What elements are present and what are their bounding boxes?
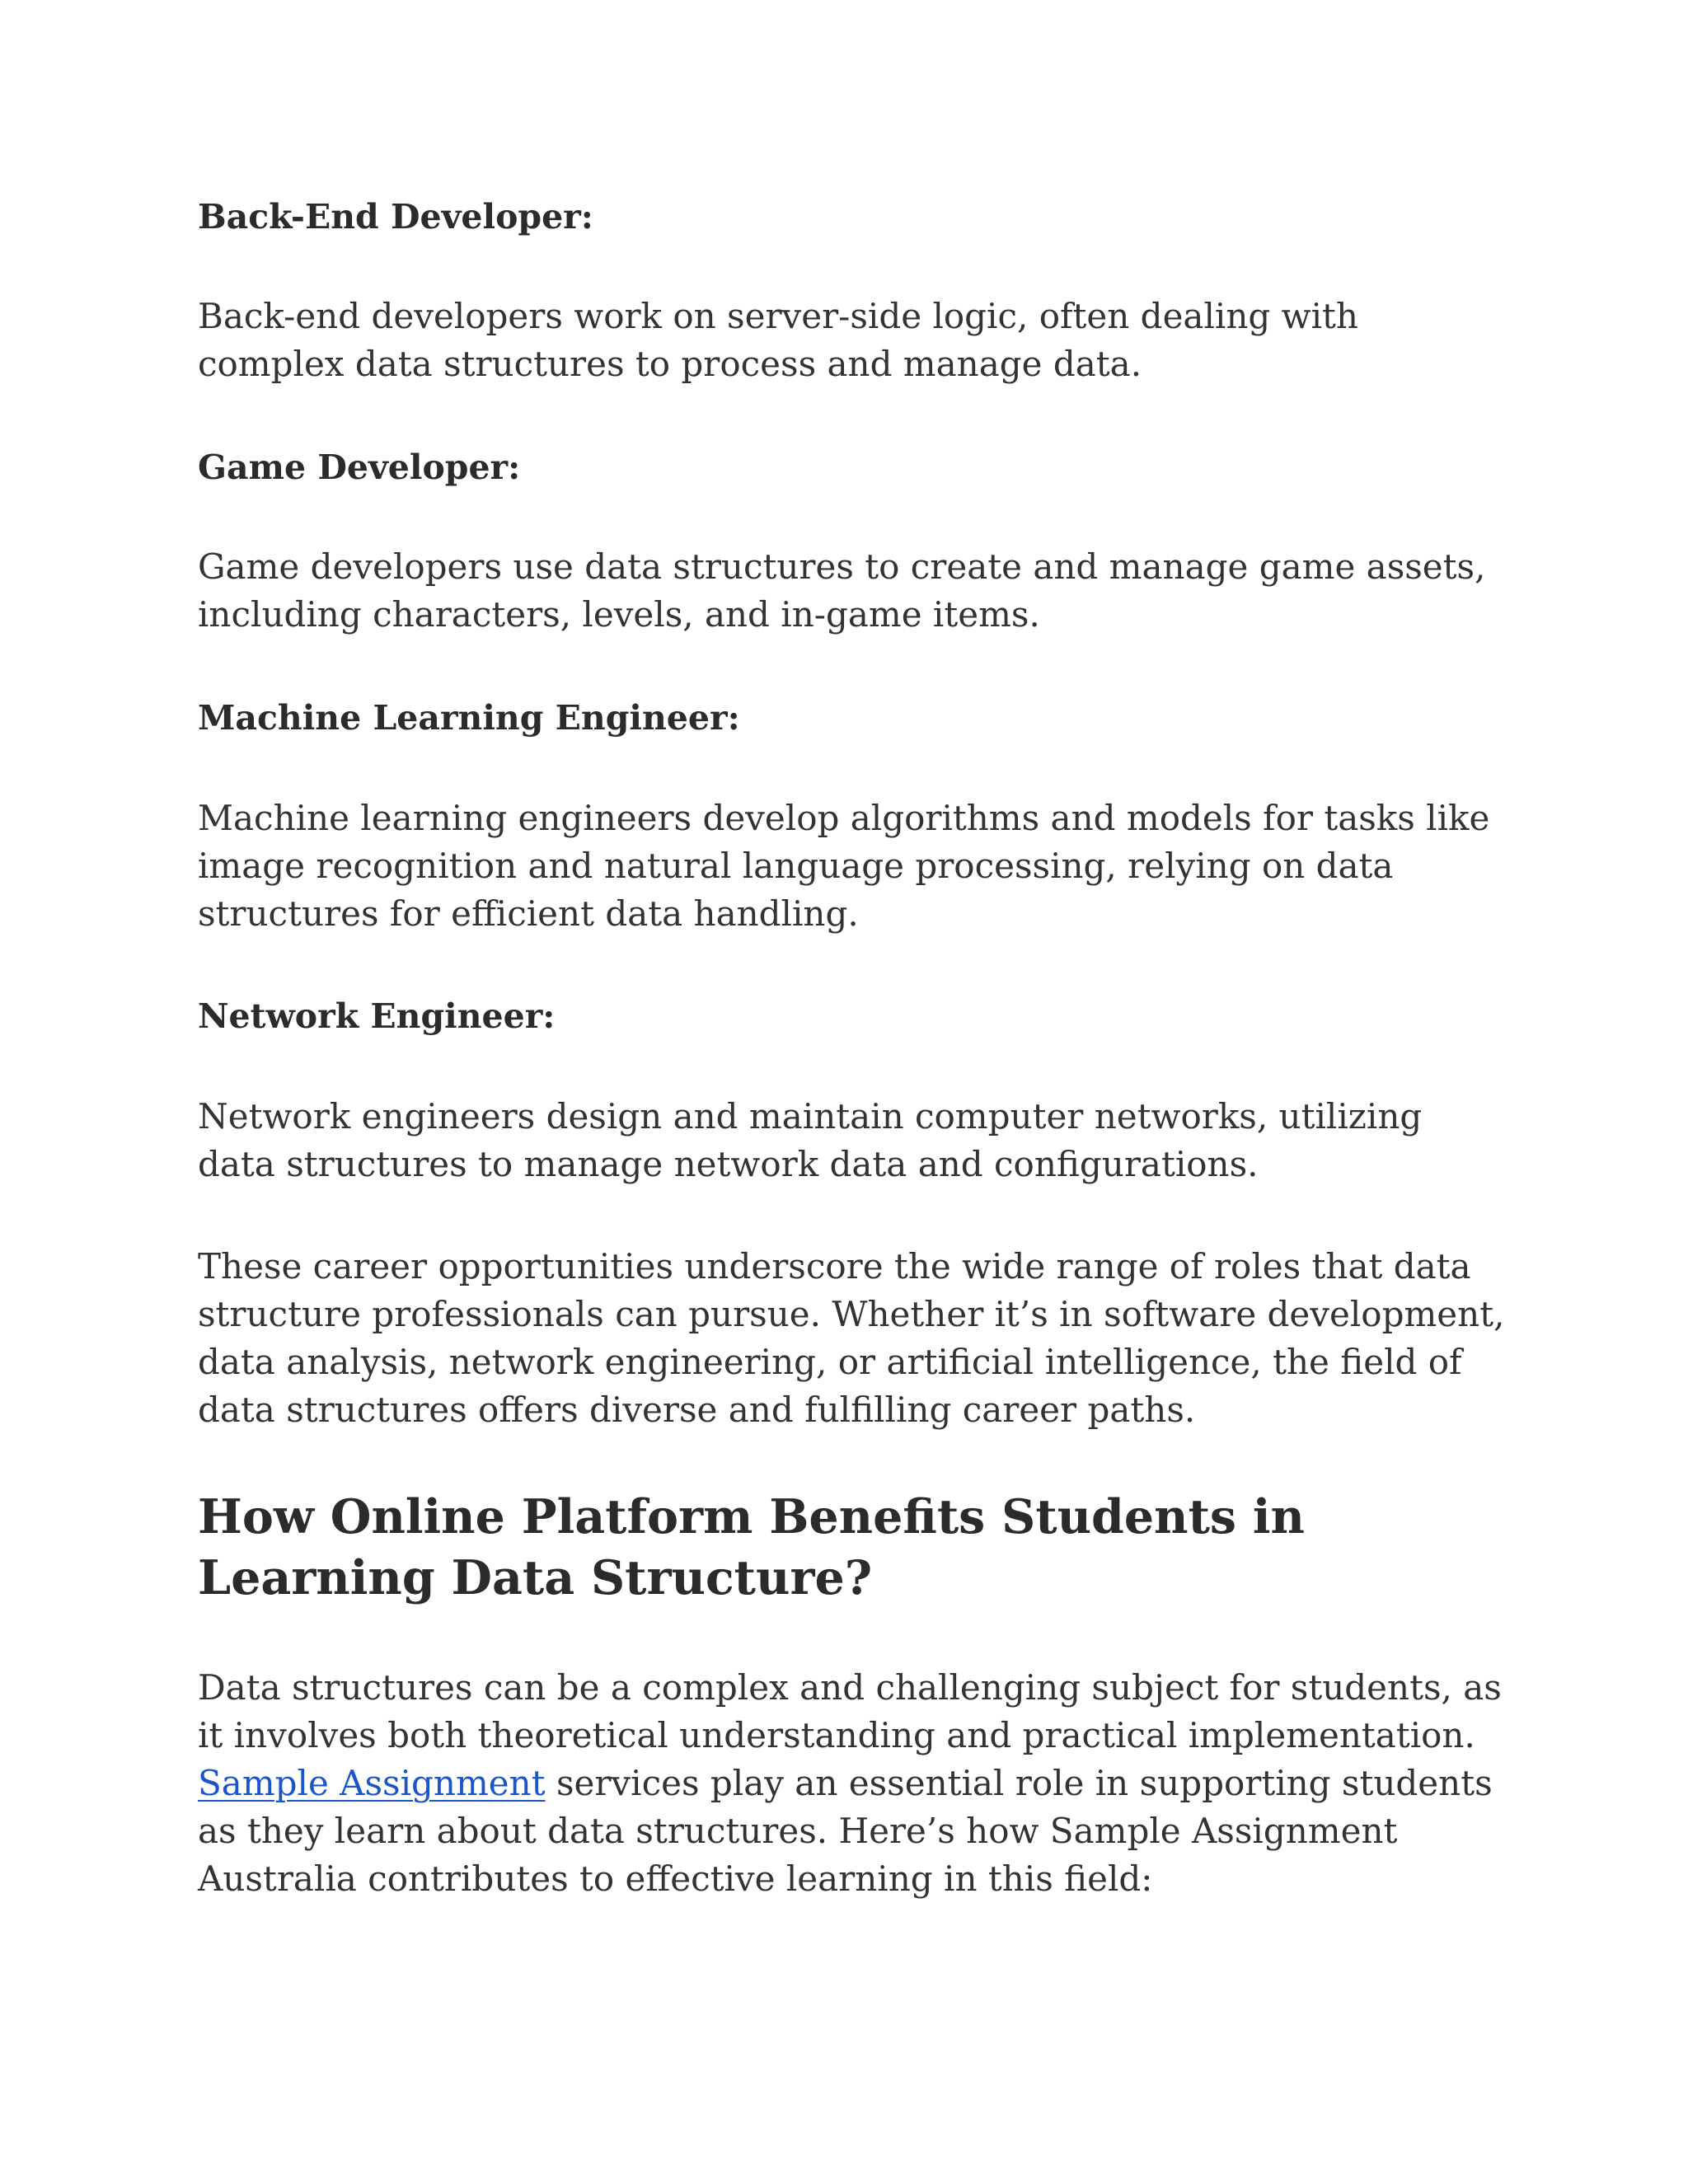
intro-text-after-link: services play an essential role in supporting students as they learn about data structures. Here’s how Sample Assignment Australia contributes to effective learning in this field: xyxy=(198,1763,1493,1899)
intro-text-before-link: Data structures can be a complex and challenging subject for students, as it involves both theoretical understanding and practical implementation. xyxy=(198,1667,1502,1755)
heading-back-end-developer: Back-End Developer: xyxy=(198,197,593,237)
heading-game-developer: Game Developer: xyxy=(198,448,521,487)
sample-assignment-link[interactable]: Sample Assignment xyxy=(198,1763,546,1803)
heading-network-engineer: Network Engineer: xyxy=(198,996,556,1036)
paragraph-game-developer: Game developers use data structures to create and manage game assets, including characters, levels, and in-game items. xyxy=(198,546,1486,635)
heading-machine-learning-engineer: Machine Learning Engineer: xyxy=(198,698,740,738)
section-title: How Online Platform Benefits Students in Learning Data Structure? xyxy=(198,1489,1305,1605)
paragraph-back-end-developer: Back-end developers work on server-side logic, often dealing with complex data structures to process and manage data. xyxy=(198,296,1358,384)
paragraph-machine-learning-engineer: Machine learning engineers develop algorithms and models for tasks like image recognition and natural language processing, relying on data structures for efficient data handling. xyxy=(198,798,1490,934)
intro-paragraph xyxy=(198,1664,1508,1903)
paragraph-network-engineer: Network engineers design and maintain computer networks, utilizing data structures to manage network data and configurations. xyxy=(198,1096,1423,1184)
summary-paragraph: These career opportunities underscore the wide range of roles that data structure professionals can pursue. Whether it’s in software development, data analysis, network engineering, or artificial intelligence, the field of data structures offers diverse and fulfilling career paths. xyxy=(198,1246,1505,1430)
